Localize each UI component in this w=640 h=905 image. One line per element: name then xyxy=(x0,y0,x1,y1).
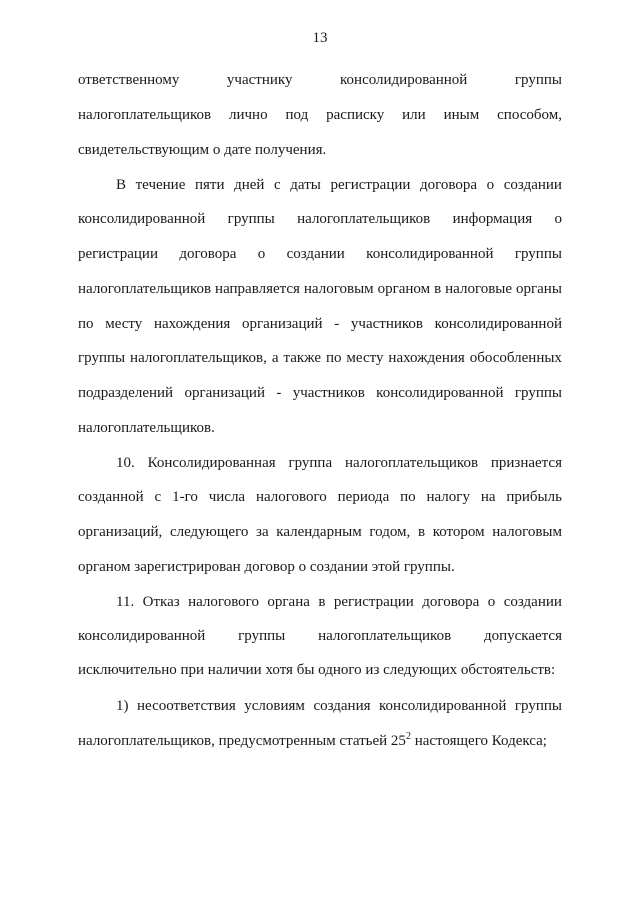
word: по xyxy=(78,316,94,332)
word: налогоплательщиков xyxy=(344,455,479,471)
word: нахождения xyxy=(153,316,231,332)
word: о xyxy=(487,594,496,610)
word: налогоплательщиков xyxy=(297,211,431,227)
text-line xyxy=(78,244,562,264)
word: допускается xyxy=(483,628,562,644)
text-line xyxy=(78,70,562,90)
text-line xyxy=(78,592,562,612)
text-line: исключительно при наличии хотя бы одного из следующих обстоятельств: xyxy=(78,662,556,678)
text-line: налогоплательщиков. xyxy=(78,420,215,436)
word: налогу xyxy=(426,489,470,505)
word: организаций, xyxy=(78,524,163,540)
word: способом, xyxy=(497,107,562,123)
text-line xyxy=(78,175,562,195)
word: также xyxy=(283,350,321,366)
word: налогового xyxy=(188,594,259,610)
word: обособленных xyxy=(469,350,562,366)
word: - xyxy=(334,316,340,332)
word: расписку xyxy=(326,107,385,123)
word: течение xyxy=(135,177,186,193)
word: группа xyxy=(288,455,333,471)
word: за xyxy=(256,524,269,540)
word: регистрации xyxy=(330,177,411,193)
word: признается xyxy=(490,455,562,471)
word: - xyxy=(276,385,282,401)
word: группы xyxy=(78,350,126,366)
word: создании xyxy=(286,246,345,262)
word: числа xyxy=(208,489,246,505)
word: консолидированной xyxy=(340,72,468,88)
word: группы xyxy=(238,628,286,644)
word: с xyxy=(154,489,162,505)
word: направляется xyxy=(215,281,300,297)
word: организаций xyxy=(242,316,323,332)
word: группы xyxy=(514,246,562,262)
word: а xyxy=(271,350,279,366)
word: налогоплательщиков, xyxy=(130,350,267,366)
text-segment: налогоплательщиков, предусмотренным статьей 25 xyxy=(78,733,406,749)
word: в xyxy=(434,281,442,297)
text-line xyxy=(78,487,562,507)
word: о xyxy=(257,246,266,262)
word: пяти xyxy=(194,177,225,193)
word: участников xyxy=(292,385,365,401)
text-line xyxy=(78,105,562,125)
word: договора xyxy=(420,177,478,193)
text-line: органом зарегистрирован договор о создании этой группы. xyxy=(78,559,455,575)
word: консолидированной xyxy=(434,316,562,332)
word: несоответствия xyxy=(137,698,236,714)
text-line xyxy=(78,348,562,368)
word: 11. xyxy=(116,594,135,610)
word: консолидированной xyxy=(379,698,507,714)
word: группы xyxy=(514,72,562,88)
word: консолидированной xyxy=(376,385,504,401)
word: в xyxy=(318,594,326,610)
word: консолидированной xyxy=(78,211,206,227)
word: иным xyxy=(443,107,480,123)
word: или xyxy=(402,107,426,123)
word: с xyxy=(274,177,281,193)
word: подразделений xyxy=(78,385,174,401)
word: участнику xyxy=(226,72,293,88)
word: группы xyxy=(514,698,562,714)
word: налогового xyxy=(255,489,327,505)
page-number: 13 xyxy=(312,30,328,46)
word: по xyxy=(325,350,342,366)
word: создании xyxy=(503,594,562,610)
word: налогоплательщиков xyxy=(78,281,212,297)
word: прибыль xyxy=(506,489,562,505)
text-segment: настоящего Кодекса; xyxy=(410,733,547,749)
word: создания xyxy=(313,698,371,714)
superscript: 2 xyxy=(405,731,411,742)
word: дней xyxy=(234,177,265,193)
word: договора xyxy=(179,246,237,262)
word: под xyxy=(285,107,309,123)
text-line xyxy=(78,453,562,473)
word: месту xyxy=(105,316,143,332)
word: по xyxy=(400,489,416,505)
text-line: свидетельствующим о дате получения. xyxy=(78,142,327,158)
word: в xyxy=(417,524,426,540)
text-line xyxy=(78,522,562,542)
word: о xyxy=(554,211,562,227)
text-line xyxy=(78,279,562,299)
word: В xyxy=(116,177,127,193)
word: котором xyxy=(432,524,485,540)
text-line xyxy=(78,209,562,229)
word: ответственному xyxy=(78,72,180,88)
word: даты xyxy=(290,177,321,193)
word: группы xyxy=(514,385,562,401)
word: органа xyxy=(267,594,310,610)
word: лично xyxy=(229,107,268,123)
word: условиям xyxy=(244,698,305,714)
word: регистрации xyxy=(78,246,158,262)
text-line xyxy=(78,696,562,716)
word: органы xyxy=(516,281,562,297)
word: организаций xyxy=(184,385,265,401)
word: Отказ xyxy=(142,594,180,610)
word: Консолидированная xyxy=(147,455,276,471)
text-line xyxy=(78,626,562,646)
word: 1) xyxy=(116,698,129,714)
word: нахождения xyxy=(388,350,465,366)
word: периода xyxy=(337,489,390,505)
word: регистрации xyxy=(333,594,414,610)
word: договора xyxy=(422,594,480,610)
word: 1-го xyxy=(172,489,198,505)
word: месту xyxy=(346,350,384,366)
word: налогоплательщиков xyxy=(318,628,452,644)
word: налоговые xyxy=(445,281,513,297)
word: создании xyxy=(503,177,562,193)
word: 10. xyxy=(116,455,135,471)
word: консолидированной xyxy=(78,628,206,644)
word: следующего xyxy=(169,524,249,540)
word: о xyxy=(486,177,495,193)
word: налогоплательщиков xyxy=(78,107,212,123)
word: налоговым xyxy=(492,524,562,540)
word: календарным xyxy=(276,524,362,540)
word: годом, xyxy=(369,524,411,540)
word: органом xyxy=(377,281,431,297)
word: информация xyxy=(452,211,533,227)
word: на xyxy=(480,489,496,505)
word: группы xyxy=(227,211,275,227)
text-line-with-superscript xyxy=(78,731,562,751)
word: участников xyxy=(350,316,423,332)
text-line xyxy=(78,383,562,403)
word: налоговым xyxy=(303,281,374,297)
word: консолидированной xyxy=(366,246,494,262)
text-line xyxy=(78,314,562,334)
word: созданной xyxy=(78,489,144,505)
